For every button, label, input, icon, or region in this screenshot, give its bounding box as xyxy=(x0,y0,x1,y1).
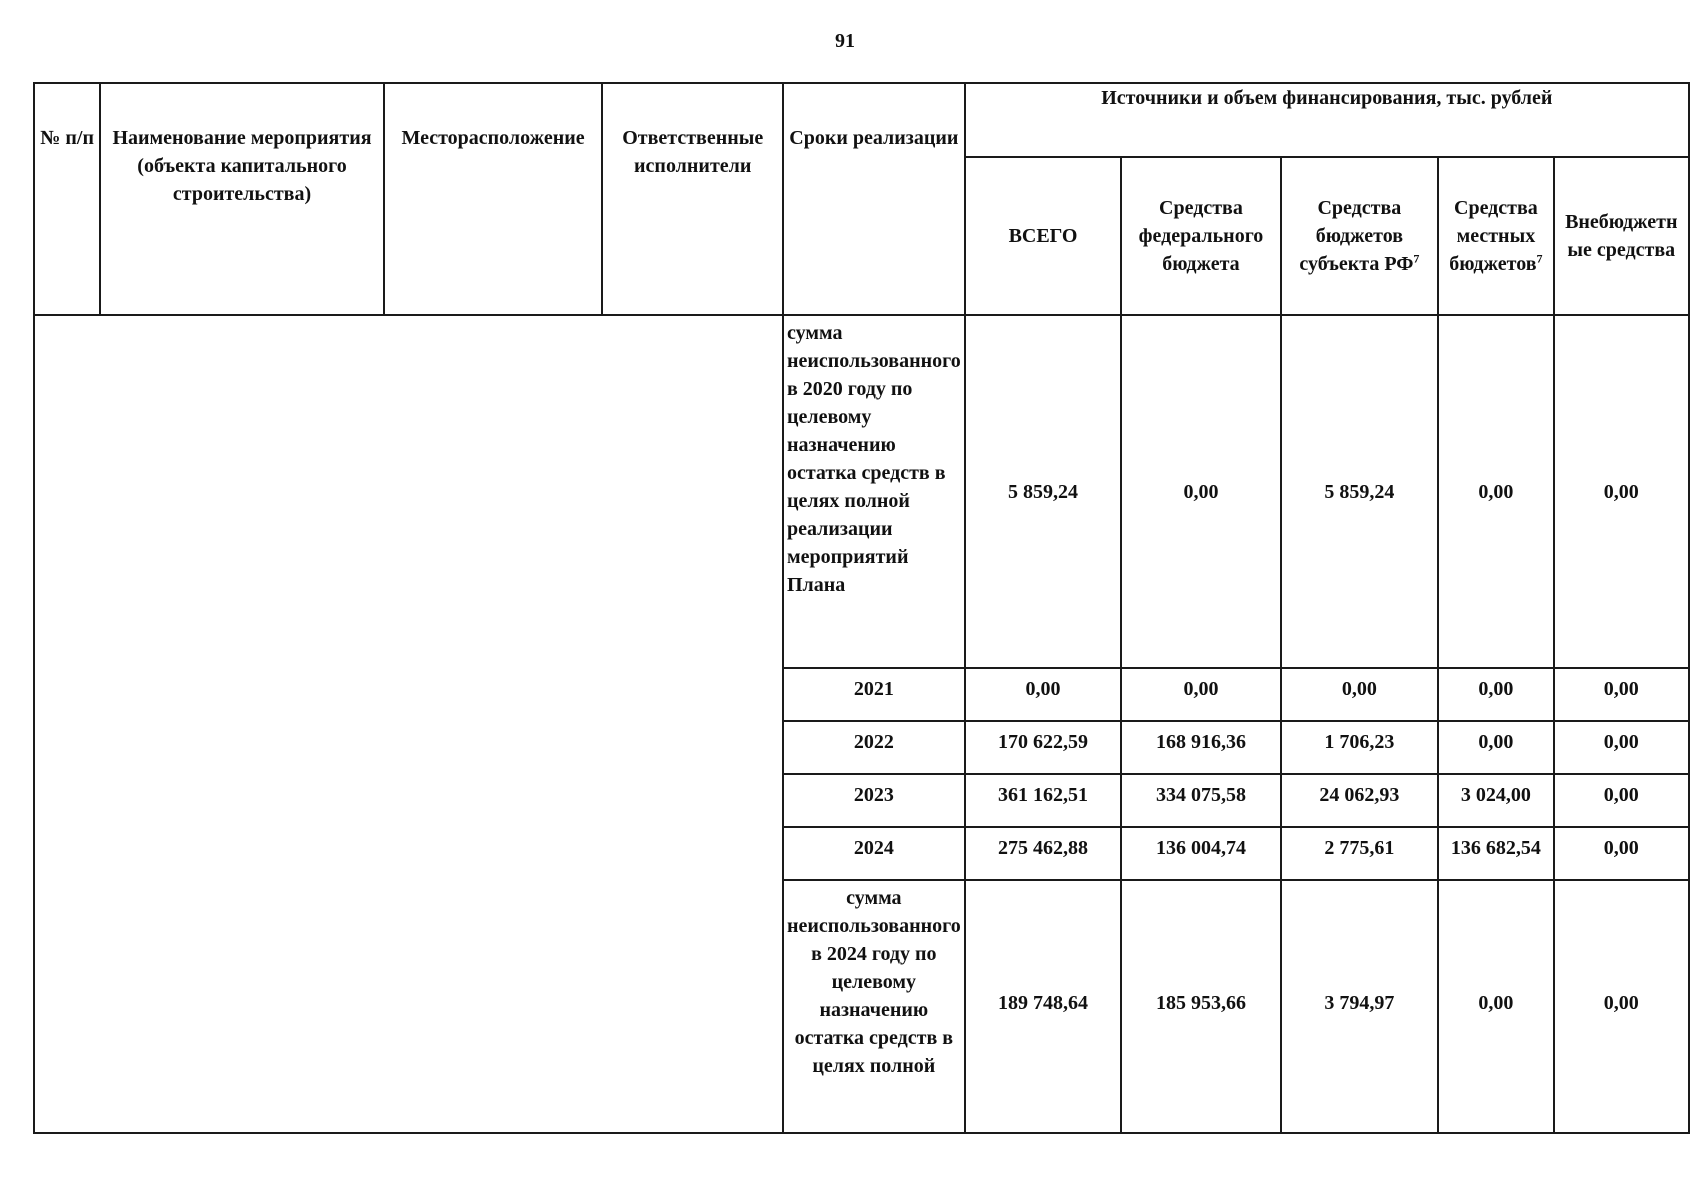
header-local-footnote: 7 xyxy=(1536,251,1543,266)
local-cell: 3 024,00 xyxy=(1438,774,1553,827)
regional-cell: 24 062,93 xyxy=(1281,774,1439,827)
header-regional-footnote: 7 xyxy=(1413,251,1420,266)
total-cell: 5 859,24 xyxy=(965,315,1122,668)
regional-cell: 3 794,97 xyxy=(1281,880,1439,1133)
period-cell: 2023 xyxy=(783,774,965,827)
federal-cell: 0,00 xyxy=(1121,315,1280,668)
header-local xyxy=(1438,157,1553,315)
federal-cell: 136 004,74 xyxy=(1121,827,1280,880)
table-body xyxy=(34,315,1689,1133)
header-extra: Внебюджетн ые средства xyxy=(1554,157,1689,315)
regional-cell: 2 775,61 xyxy=(1281,827,1439,880)
extra-cell: 0,00 xyxy=(1554,774,1689,827)
local-cell: 136 682,54 xyxy=(1438,827,1553,880)
extra-cell: 0,00 xyxy=(1554,880,1689,1133)
total-cell: 0,00 xyxy=(965,668,1122,721)
regional-cell: 5 859,24 xyxy=(1281,315,1439,668)
period-cell: сумма неиспользованного в 2024 году по целевому назначению остатка средств в целях полной xyxy=(783,880,965,1133)
header-period: Сроки реализации xyxy=(783,83,965,315)
regional-cell: 0,00 xyxy=(1281,668,1439,721)
table-header xyxy=(34,83,1689,315)
empty-merged-cell xyxy=(34,315,783,1133)
local-cell: 0,00 xyxy=(1438,668,1553,721)
total-cell: 189 748,64 xyxy=(965,880,1122,1133)
header-responsible: Ответственные исполнители xyxy=(602,83,783,315)
page-number: 91 xyxy=(835,30,855,52)
header-total: ВСЕГО xyxy=(965,157,1122,315)
financing-table xyxy=(33,82,1690,1134)
federal-cell: 334 075,58 xyxy=(1121,774,1280,827)
header-local-label: Средства местных бюджетов xyxy=(1449,197,1538,275)
extra-cell: 0,00 xyxy=(1554,315,1689,668)
period-cell: 2024 xyxy=(783,827,965,880)
header-funding-group: Источники и объем финансирования, тыс. рублей xyxy=(965,83,1689,157)
header-no: № п/п xyxy=(34,83,100,315)
header-regional-label: Средства бюджетов субъекта РФ xyxy=(1299,197,1414,275)
local-cell: 0,00 xyxy=(1438,880,1553,1133)
header-name: Наименование мероприятия (объекта капитального строительства) xyxy=(100,83,383,315)
header-location: Месторасположение xyxy=(384,83,603,315)
local-cell: 0,00 xyxy=(1438,315,1553,668)
extra-cell: 0,00 xyxy=(1554,827,1689,880)
header-federal: Средства федерального бюджета xyxy=(1121,157,1280,315)
regional-cell: 1 706,23 xyxy=(1281,721,1439,774)
total-cell: 361 162,51 xyxy=(965,774,1122,827)
table-row xyxy=(34,315,1689,668)
federal-cell: 168 916,36 xyxy=(1121,721,1280,774)
total-cell: 170 622,59 xyxy=(965,721,1122,774)
period-cell: сумма неиспользованного в 2020 году по целевому назначению остатка средств в целях полной реализации мероприятий Плана xyxy=(783,315,965,668)
header-regional xyxy=(1281,157,1439,315)
local-cell: 0,00 xyxy=(1438,721,1553,774)
total-cell: 275 462,88 xyxy=(965,827,1122,880)
federal-cell: 185 953,66 xyxy=(1121,880,1280,1133)
extra-cell: 0,00 xyxy=(1554,721,1689,774)
extra-cell: 0,00 xyxy=(1554,668,1689,721)
period-cell: 2022 xyxy=(783,721,965,774)
federal-cell: 0,00 xyxy=(1121,668,1280,721)
period-cell: 2021 xyxy=(783,668,965,721)
